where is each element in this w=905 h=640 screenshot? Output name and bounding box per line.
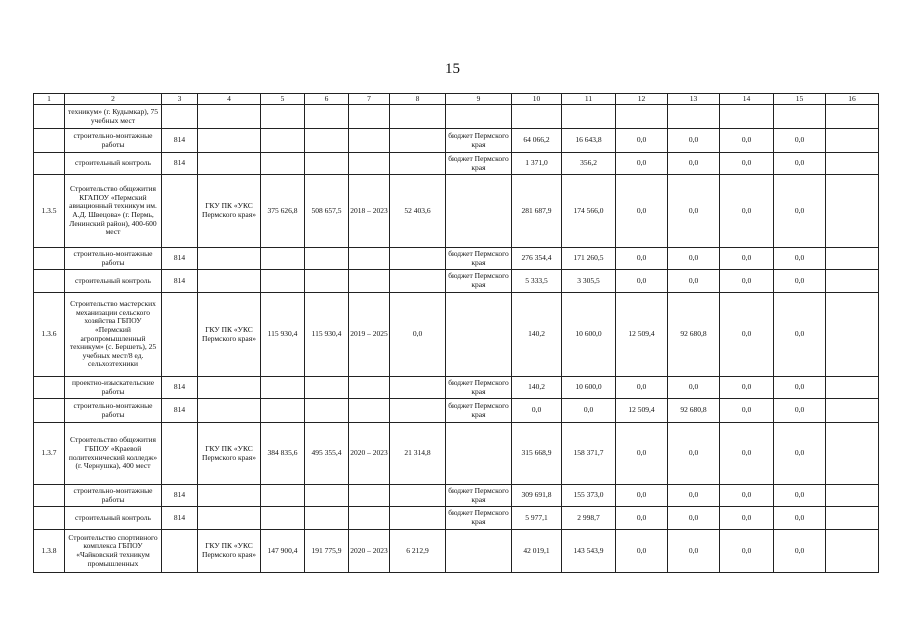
budget-code: 814 [162, 377, 198, 399]
funding-source: бюджет Пермского края [446, 248, 512, 270]
header-row [34, 94, 879, 105]
value-cell: 12 509,4 [616, 399, 668, 423]
budget-code: 814 [162, 399, 198, 423]
value-cell: 5 333,5 [512, 270, 562, 293]
value-cell: 92 680,8 [668, 293, 720, 377]
header-cell: 2 [65, 94, 162, 105]
work-type: проектно-изыскательские работы [65, 377, 162, 399]
value-cell: 0,0 [720, 485, 774, 507]
budget-code: 814 [162, 270, 198, 293]
value-cell: 158 371,7 [562, 423, 616, 485]
value-cell: 0,0 [616, 485, 668, 507]
value-cell: 21 314,8 [390, 423, 446, 485]
value-cell: 0,0 [668, 270, 720, 293]
funding-source: бюджет Пермского края [446, 377, 512, 399]
value-cell: 147 900,4 [261, 530, 305, 573]
header-cell: 14 [720, 94, 774, 105]
customer: ГКУ ПК «УКС Пермского края» [198, 530, 261, 573]
value-cell: 0,0 [774, 530, 826, 573]
value-cell: 174 566,0 [562, 175, 616, 248]
value-cell: 0,0 [720, 129, 774, 153]
value-cell: 0,0 [774, 293, 826, 377]
table-row [34, 530, 879, 573]
header-cell: 15 [774, 94, 826, 105]
work-type: строительно-монтажные работы [65, 248, 162, 270]
value-cell: 143 543,9 [562, 530, 616, 573]
value-cell: 0,0 [720, 293, 774, 377]
years: 2019 – 2025 [349, 293, 390, 377]
customer: ГКУ ПК «УКС Пермского края» [198, 293, 261, 377]
value-cell: 140,2 [512, 293, 562, 377]
work-type: строительно-монтажные работы [65, 399, 162, 423]
value-cell: 0,0 [720, 270, 774, 293]
table-row [34, 153, 879, 175]
header-cell: 4 [198, 94, 261, 105]
years: 2018 – 2023 [349, 175, 390, 248]
value-cell: 52 403,6 [390, 175, 446, 248]
object-name: Строительство общежития ГБПОУ «Краевой политехнический колледж» (г. Чернушка), 400 мест [65, 423, 162, 485]
funding-source: бюджет Пермского края [446, 485, 512, 507]
value-cell: 0,0 [562, 399, 616, 423]
value-cell: 0,0 [390, 293, 446, 377]
value-cell: 171 260,5 [562, 248, 616, 270]
value-cell: 5 977,1 [512, 507, 562, 530]
value-cell: 3 305,5 [562, 270, 616, 293]
value-cell: 6 212,9 [390, 530, 446, 573]
value-cell: 155 373,0 [562, 485, 616, 507]
table-row [34, 399, 879, 423]
value-cell: 0,0 [774, 153, 826, 175]
value-cell: 0,0 [720, 507, 774, 530]
value-cell: 0,0 [774, 175, 826, 248]
funding-source: бюджет Пермского края [446, 507, 512, 530]
value-cell: 356,2 [562, 153, 616, 175]
object-name: Строительство спортивного комплекса ГБПОУ «Чайковский техникум промышленных [65, 530, 162, 573]
budget-code: 814 [162, 129, 198, 153]
value-cell: 1 371,0 [512, 153, 562, 175]
value-cell: 92 680,8 [668, 399, 720, 423]
header-cell: 8 [390, 94, 446, 105]
header-cell: 6 [305, 94, 349, 105]
header-cell: 5 [261, 94, 305, 105]
value-cell: 0,0 [720, 377, 774, 399]
value-cell: 0,0 [774, 129, 826, 153]
object-name: техникум» (г. Кудымкар), 75 учебных мест [65, 105, 162, 129]
budget-code: 814 [162, 153, 198, 175]
work-type: строительно-монтажные работы [65, 485, 162, 507]
header-cell: 12 [616, 94, 668, 105]
value-cell: 281 687,9 [512, 175, 562, 248]
value-cell: 0,0 [774, 507, 826, 530]
value-cell: 0,0 [720, 153, 774, 175]
header-cell: 1 [34, 94, 65, 105]
table-row [34, 175, 879, 248]
value-cell: 315 668,9 [512, 423, 562, 485]
value-cell: 0,0 [668, 377, 720, 399]
table-row [34, 423, 879, 485]
budget-table [33, 93, 879, 573]
item-number: 1.3.8 [34, 530, 65, 573]
header-cell: 3 [162, 94, 198, 105]
value-cell: 508 657,5 [305, 175, 349, 248]
value-cell: 0,0 [616, 248, 668, 270]
object-name: Строительство мастерских механизации сельского хозяйства ГБПОУ «Пермский агропромышленный техникум» (с. Бершеть), 25 учебных мест/8 ед. сельхозтехники [65, 293, 162, 377]
work-type: строительно-монтажные работы [65, 129, 162, 153]
value-cell: 0,0 [720, 423, 774, 485]
value-cell: 276 354,4 [512, 248, 562, 270]
value-cell: 42 019,1 [512, 530, 562, 573]
value-cell: 191 775,9 [305, 530, 349, 573]
value-cell: 0,0 [616, 530, 668, 573]
table-row [34, 507, 879, 530]
item-number: 1.3.6 [34, 293, 65, 377]
work-type: строительный контроль [65, 153, 162, 175]
header-cell: 10 [512, 94, 562, 105]
value-cell: 0,0 [720, 399, 774, 423]
value-cell: 0,0 [720, 248, 774, 270]
value-cell: 0,0 [668, 129, 720, 153]
value-cell: 0,0 [774, 485, 826, 507]
value-cell: 0,0 [616, 377, 668, 399]
value-cell: 0,0 [720, 530, 774, 573]
years: 2020 – 2023 [349, 423, 390, 485]
value-cell: 0,0 [668, 485, 720, 507]
funding-source: бюджет Пермского края [446, 129, 512, 153]
value-cell: 0,0 [512, 399, 562, 423]
table-row [34, 293, 879, 377]
value-cell: 0,0 [616, 153, 668, 175]
funding-source: бюджет Пермского края [446, 153, 512, 175]
value-cell: 0,0 [616, 129, 668, 153]
value-cell: 0,0 [720, 175, 774, 248]
value-cell: 0,0 [616, 175, 668, 248]
value-cell: 2 998,7 [562, 507, 616, 530]
value-cell: 0,0 [774, 423, 826, 485]
value-cell: 0,0 [616, 423, 668, 485]
value-cell: 0,0 [668, 175, 720, 248]
value-cell: 384 835,6 [261, 423, 305, 485]
budget-code: 814 [162, 248, 198, 270]
value-cell: 0,0 [774, 248, 826, 270]
customer: ГКУ ПК «УКС Пермского края» [198, 423, 261, 485]
value-cell: 0,0 [668, 248, 720, 270]
budget-code: 814 [162, 485, 198, 507]
years: 2020 – 2023 [349, 530, 390, 573]
item-number: 1.3.5 [34, 175, 65, 248]
header-cell: 7 [349, 94, 390, 105]
value-cell: 115 930,4 [305, 293, 349, 377]
value-cell: 16 643,8 [562, 129, 616, 153]
value-cell: 10 600,0 [562, 293, 616, 377]
value-cell: 0,0 [668, 530, 720, 573]
work-type: строительный контроль [65, 507, 162, 530]
value-cell: 0,0 [668, 423, 720, 485]
value-cell: 0,0 [774, 399, 826, 423]
header-cell: 13 [668, 94, 720, 105]
value-cell: 375 626,8 [261, 175, 305, 248]
value-cell: 10 600,0 [562, 377, 616, 399]
table-row [34, 248, 879, 270]
table-row [34, 129, 879, 153]
object-name: Строительство общежития КГАПОУ «Пермский авиационный техникум им. А.Д. Швецова» (г. Пермь, Ленинский район), 400-600 мест [65, 175, 162, 248]
table-row [34, 377, 879, 399]
value-cell: 12 509,4 [616, 293, 668, 377]
value-cell: 0,0 [616, 270, 668, 293]
value-cell: 115 930,4 [261, 293, 305, 377]
page-number: 15 [445, 61, 460, 77]
funding-source: бюджет Пермского края [446, 270, 512, 293]
value-cell: 0,0 [774, 270, 826, 293]
value-cell: 140,2 [512, 377, 562, 399]
header-cell: 16 [826, 94, 879, 105]
value-cell: 0,0 [774, 377, 826, 399]
item-number: 1.3.7 [34, 423, 65, 485]
value-cell: 0,0 [616, 507, 668, 530]
header-cell: 11 [562, 94, 616, 105]
header-cell: 9 [446, 94, 512, 105]
value-cell: 64 066,2 [512, 129, 562, 153]
value-cell: 0,0 [668, 507, 720, 530]
funding-source: бюджет Пермского края [446, 399, 512, 423]
budget-code: 814 [162, 507, 198, 530]
value-cell: 0,0 [668, 153, 720, 175]
customer: ГКУ ПК «УКС Пермского края» [198, 175, 261, 248]
value-cell: 495 355,4 [305, 423, 349, 485]
table-row [34, 485, 879, 507]
value-cell: 309 691,8 [512, 485, 562, 507]
table-row [34, 105, 879, 129]
work-type: строительный контроль [65, 270, 162, 293]
table-row [34, 270, 879, 293]
